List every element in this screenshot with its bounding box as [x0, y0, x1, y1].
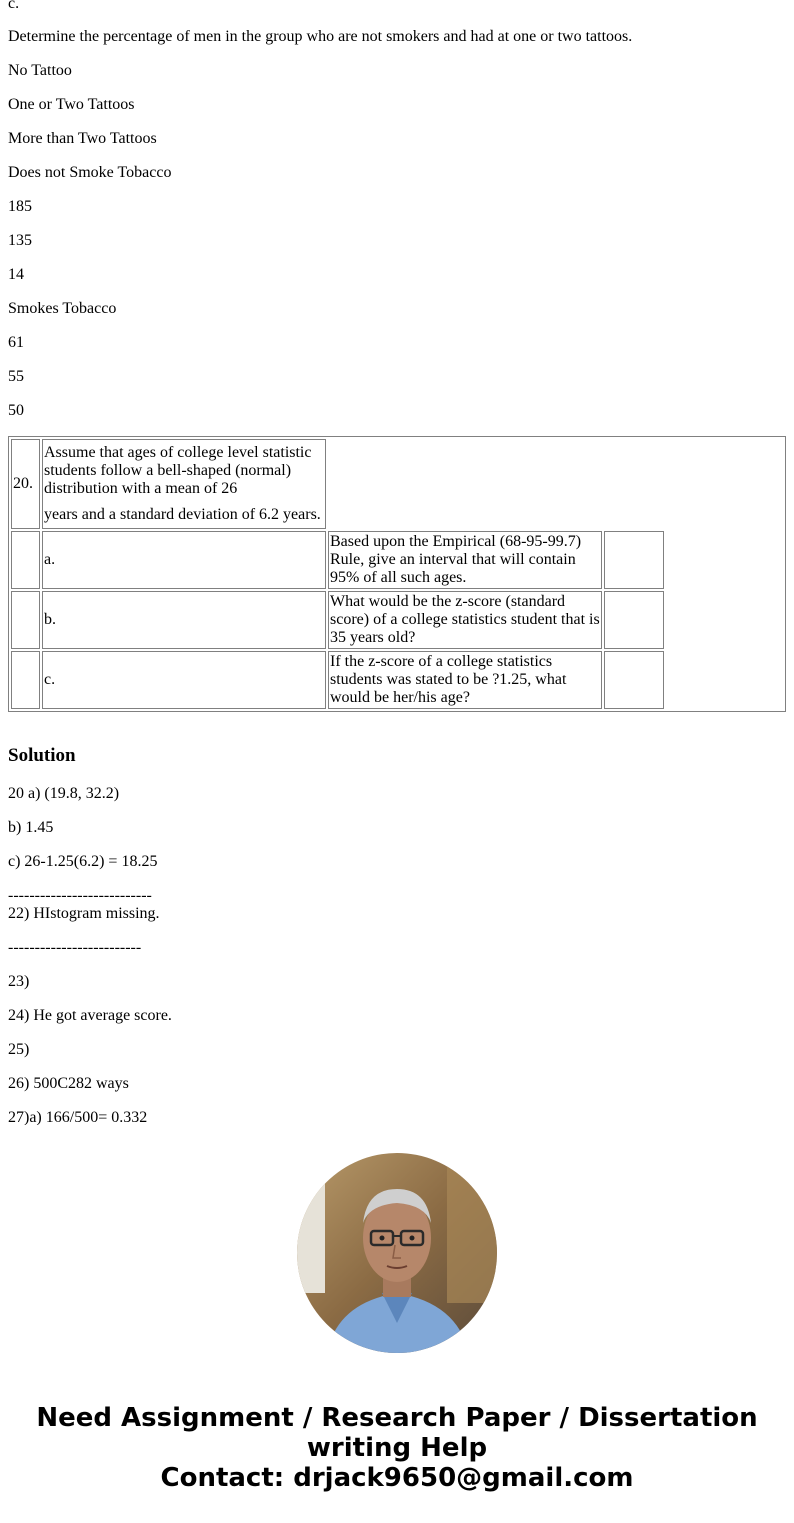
answer-cell	[604, 591, 664, 649]
solution-line: 26) 500C282 ways	[8, 1075, 129, 1092]
empty-cell	[11, 531, 40, 589]
empty-cell	[328, 439, 783, 529]
solution-heading: Solution	[8, 745, 76, 766]
promo-line-2: writing Help	[306, 1433, 488, 1463]
solution-line: 27)a) 166/500= 0.332	[8, 1109, 148, 1125]
row-label-nonsmoker: Does not Smoke Tobacco	[8, 164, 172, 181]
part-text: If the z-score of a college statistics students was stated to be ?1.25, what would be her/his age?	[328, 651, 602, 709]
avatar	[297, 1153, 497, 1353]
part-text: Based upon the Empirical (68-95-99.7) Rule, give an interval that will contain 95% of all such ages.	[328, 531, 602, 589]
promo-line-1: Need Assignment / Research Paper / Dissertation	[36, 1403, 758, 1433]
part-text: What would be the z-score (standard score) of a college statistics student that is 35 years old?	[328, 591, 602, 649]
answer-cell	[604, 651, 664, 709]
question-stem-line1: Assume that ages of college level statistic students follow a bell-shaped (normal) distribution with a mean of 26	[44, 444, 312, 497]
solution-line: 24) He got average score.	[8, 1007, 172, 1024]
cell-value: 14	[8, 266, 24, 283]
header-one-two-tattoos: One or Two Tattoos	[8, 96, 135, 113]
part-label: a.	[42, 531, 326, 589]
solution-line: 22) HIstogram missing.	[8, 905, 160, 922]
row-label-smoker: Smokes Tobacco	[8, 300, 117, 317]
question-part-row	[11, 591, 783, 649]
promo-banner	[0, 1403, 794, 1493]
question-stem-line2: years and a standard deviation of 6.2 years.	[44, 506, 321, 523]
question-part-row	[11, 531, 783, 589]
cell-value: 50	[8, 402, 24, 419]
solution-line: 23)	[8, 973, 30, 990]
question-20-table	[8, 436, 786, 712]
cell-value: 185	[8, 198, 32, 215]
empty-cell	[666, 651, 783, 709]
part-label: b.	[42, 591, 326, 649]
cell-value: 55	[8, 368, 24, 385]
cell-value: 61	[8, 334, 24, 351]
question-number: 20.	[11, 439, 40, 529]
solution-line: 20 a) (19.8, 32.2)	[8, 785, 120, 802]
question-text: Determine the percentage of men in the group who are not smokers and had at one or two tattoos.	[8, 28, 633, 45]
cell-value: 135	[8, 232, 32, 249]
solution-line: 25)	[8, 1041, 30, 1058]
header-more-than-two: More than Two Tattoos	[8, 130, 157, 147]
promo-contact[interactable]: Contact: drjack9650@gmail.com	[160, 1463, 634, 1493]
avatar-photo	[297, 1153, 497, 1353]
question-part-row	[11, 651, 783, 709]
header-no-tattoo: No Tattoo	[8, 62, 72, 79]
empty-cell	[11, 591, 40, 649]
question-20-stem-row	[11, 439, 783, 529]
empty-cell	[666, 591, 783, 649]
empty-cell	[666, 531, 783, 589]
answer-cell	[604, 531, 664, 589]
solution-divider: ---------------------------	[8, 887, 152, 904]
solution-line: c) 26-1.25(6.2) = 18.25	[8, 853, 158, 870]
item-label-c: c.	[8, 0, 20, 12]
solution-divider: -------------------------	[8, 939, 142, 956]
empty-cell	[11, 651, 40, 709]
part-label: c.	[42, 651, 326, 709]
solution-line: b) 1.45	[8, 819, 54, 836]
question-stem	[42, 439, 326, 529]
